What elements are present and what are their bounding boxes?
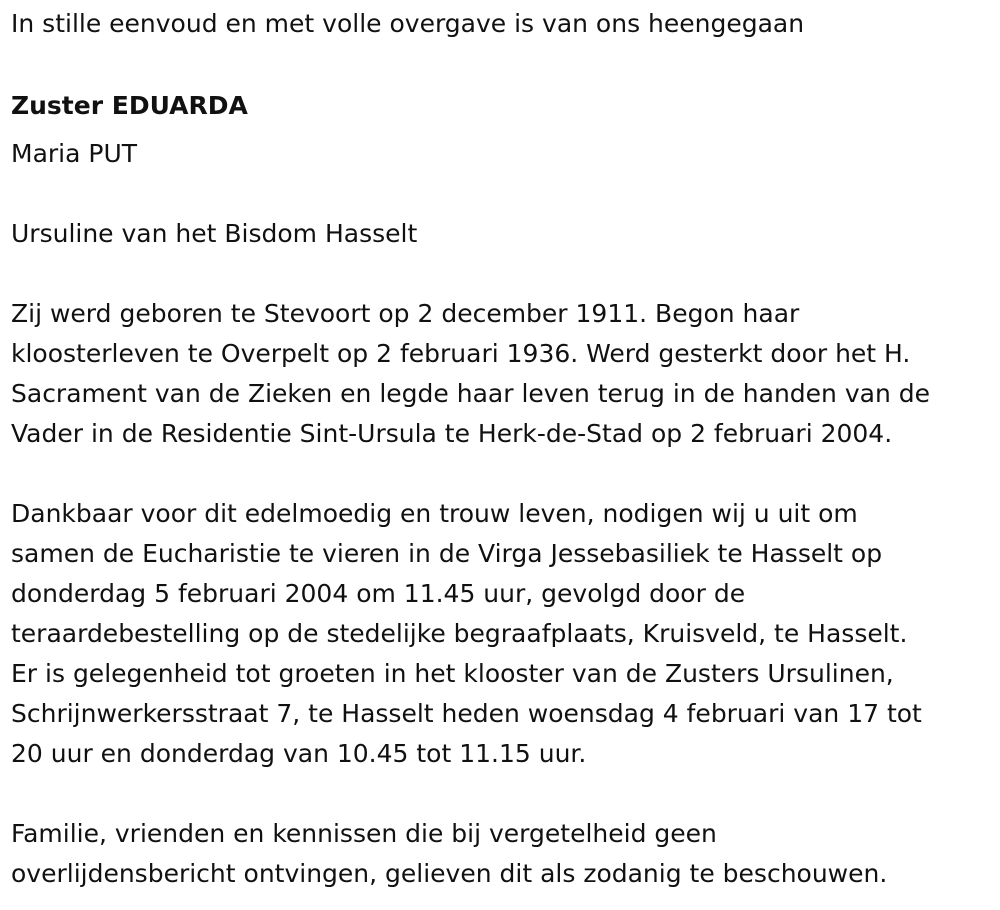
- civil-name: Maria PUT: [11, 139, 138, 168]
- paragraph-line: Er is gelegenheid tot groeten in het klooster van de Zusters Ursulinen,: [11, 659, 894, 688]
- paragraph-line: Familie, vrienden en kennissen die bij vergetelheid geen: [11, 819, 717, 848]
- paragraph-line: Dankbaar voor dit edelmoedig en trouw leven, nodigen wij u uit om: [11, 499, 858, 528]
- paragraph-line: samen de Eucharistie te vieren in de Virga Jessebasiliek te Hasselt op: [11, 539, 883, 568]
- religious-order: Ursuline van het Bisdom Hasselt: [11, 219, 418, 248]
- paragraph-line: overlijdensbericht ontvingen, gelieven dit als zodanig te beschouwen.: [11, 859, 888, 888]
- paragraph-line: Schrijnwerkersstraat 7, te Hasselt heden woensdag 4 februari van 17 tot: [11, 699, 922, 728]
- intro-line: In stille eenvoud en met volle overgave is van ons heengegaan: [11, 9, 805, 38]
- paragraph-line: kloosterleven te Overpelt op 2 februari 1936. Werd gesterkt door het H.: [11, 339, 911, 368]
- paragraph-line: 20 uur en donderdag van 10.45 tot 11.15 uur.: [11, 739, 587, 768]
- paragraph-line: Vader in de Residentie Sint-Ursula te Herk-de-Stad op 2 februari 2004.: [11, 419, 893, 448]
- paragraph-line: Sacrament van de Zieken en legde haar leven terug in de handen van de: [11, 379, 931, 408]
- paragraph-line: Zij werd geboren te Stevoort op 2 december 1911. Begon haar: [11, 299, 800, 328]
- paragraph-line: donderdag 5 februari 2004 om 11.45 uur, gevolgd door de: [11, 579, 746, 608]
- name-title: Zuster EDUARDA: [11, 91, 248, 120]
- paragraph-line: teraardebestelling op de stedelijke begraafplaats, Kruisveld, te Hasselt.: [11, 619, 908, 648]
